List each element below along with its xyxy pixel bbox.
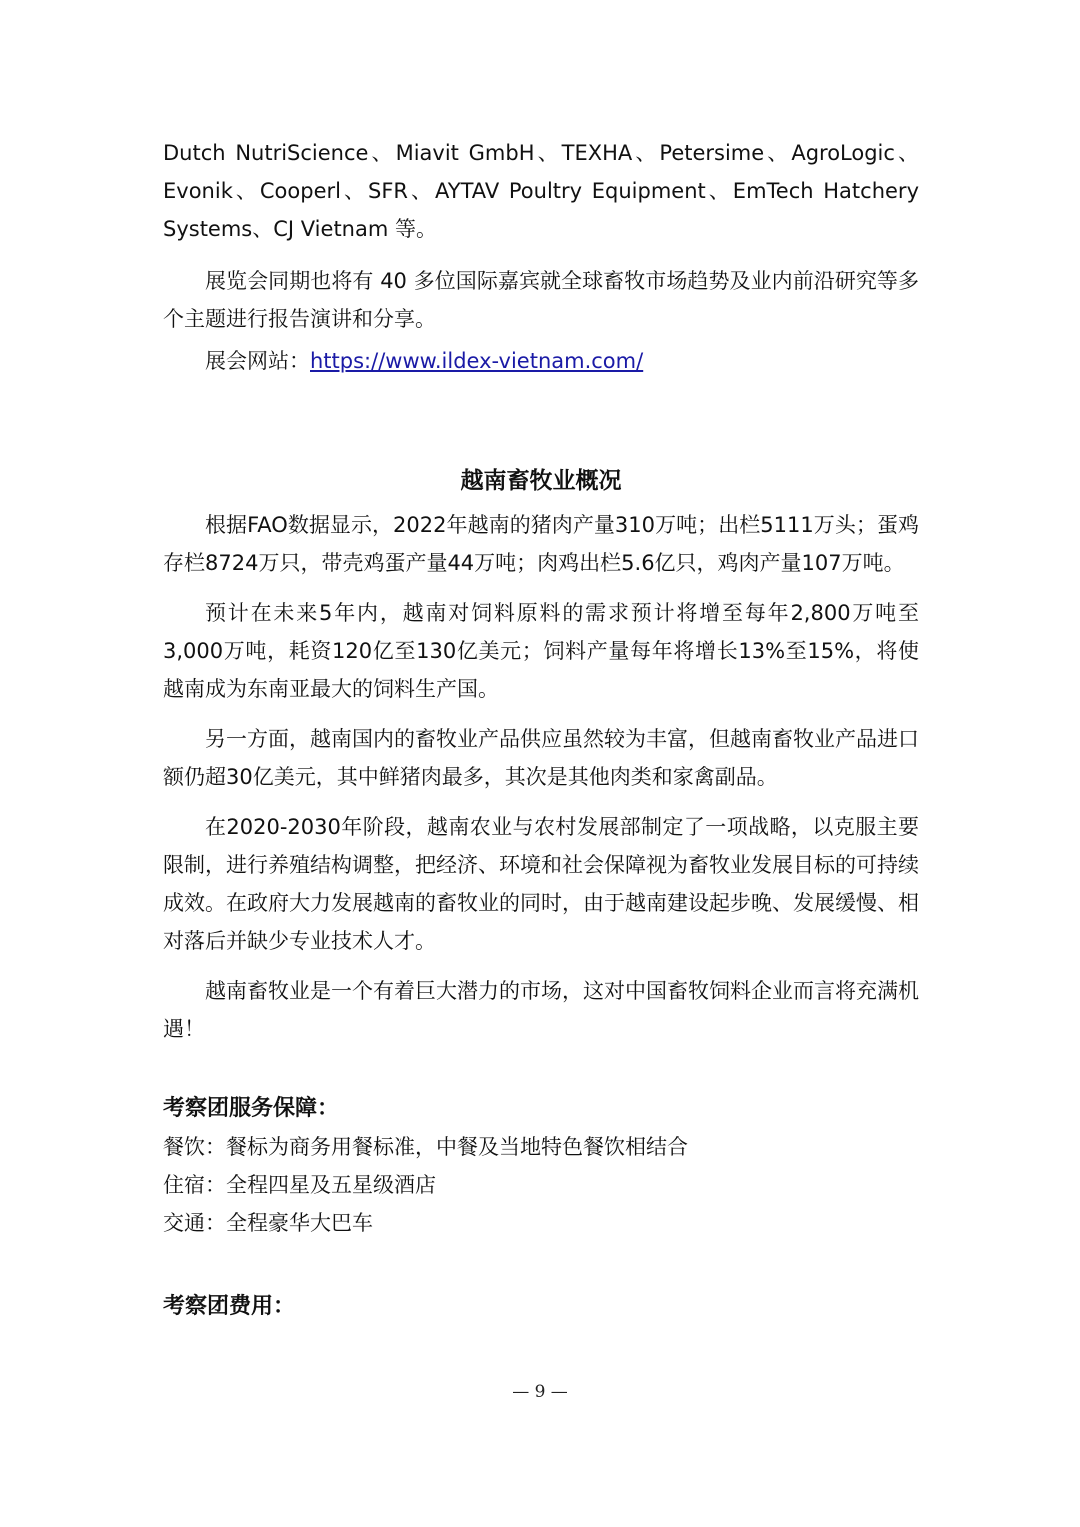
service-item-transport: 交通：全程豪华大巴车 (163, 1211, 373, 1235)
page-number: — 9 — (512, 1382, 568, 1402)
services-heading: 考察团服务保障： (163, 1096, 340, 1121)
fees-heading: 考察团费用： (163, 1294, 296, 1319)
website-label: 展会网站： (205, 349, 310, 373)
overview-paragraph-3: 另一方面，越南国内的畜牧业产品供应虽然较为丰富，但越南畜牧业产品进口额仍超30亿美元，其中鲜猪肉最多，其次是其他肉类和家禽副品。 (163, 727, 919, 789)
exhibitor-list-paragraph: Dutch NutriScience、Miavit GmbH、TEXHA、Petersime、AgroLogic、Evonik、Cooperl、SFR、AYTAV Poultry Equipment、EmTech Hatchery Systems、CJ Vietnam 等。 (163, 141, 919, 241)
overview-paragraph-4: 在2020-2030年阶段，越南农业与农村发展部制定了一项战略，以克服主要限制，进行养殖结构调整，把经济、环境和社会保障视为畜牧业发展目标的可持续成效。在政府大力发展越南的畜牧业的同时，由于越南建设起步晚、发展缓慢、相对落后并缺少专业技术人才。 (163, 815, 919, 953)
overview-title: 越南畜牧业概况 (460, 468, 622, 494)
overview-paragraph-5: 越南畜牧业是一个有着巨大潜力的市场，这对中国畜牧饲料企业而言将充满机遇！ (163, 979, 919, 1041)
page-content (163, 134, 919, 1326)
website-link[interactable]: https://www.ildex-vietnam.com/ (310, 349, 644, 373)
speakers-paragraph: 展览会同期也将有 40 多位国际嘉宾就全球畜牧市场趋势及业内前沿研究等多个主题进行报告演讲和分享。 (163, 269, 919, 331)
website-line (163, 342, 919, 380)
overview-paragraph-1: 根据FAO数据显示，2022年越南的猪肉产量310万吨；出栏5111万头；蛋鸡存栏8724万只，带壳鸡蛋产量44万吨；肉鸡出栏5.6亿只，鸡肉产量107万吨。 (163, 513, 919, 575)
service-item-lodging: 住宿：全程四星及五星级酒店 (163, 1173, 436, 1197)
service-item-dining: 餐饮：餐标为商务用餐标准，中餐及当地特色餐饮相结合 (163, 1135, 688, 1159)
overview-paragraph-2: 预计在未来5年内，越南对饲料原料的需求预计将增至每年2,800万吨至3,000万吨，耗资120亿至130亿美元；饲料产量每年将增长13%至15%，将使越南成为东南亚最大的饲料生产国。 (163, 601, 919, 701)
